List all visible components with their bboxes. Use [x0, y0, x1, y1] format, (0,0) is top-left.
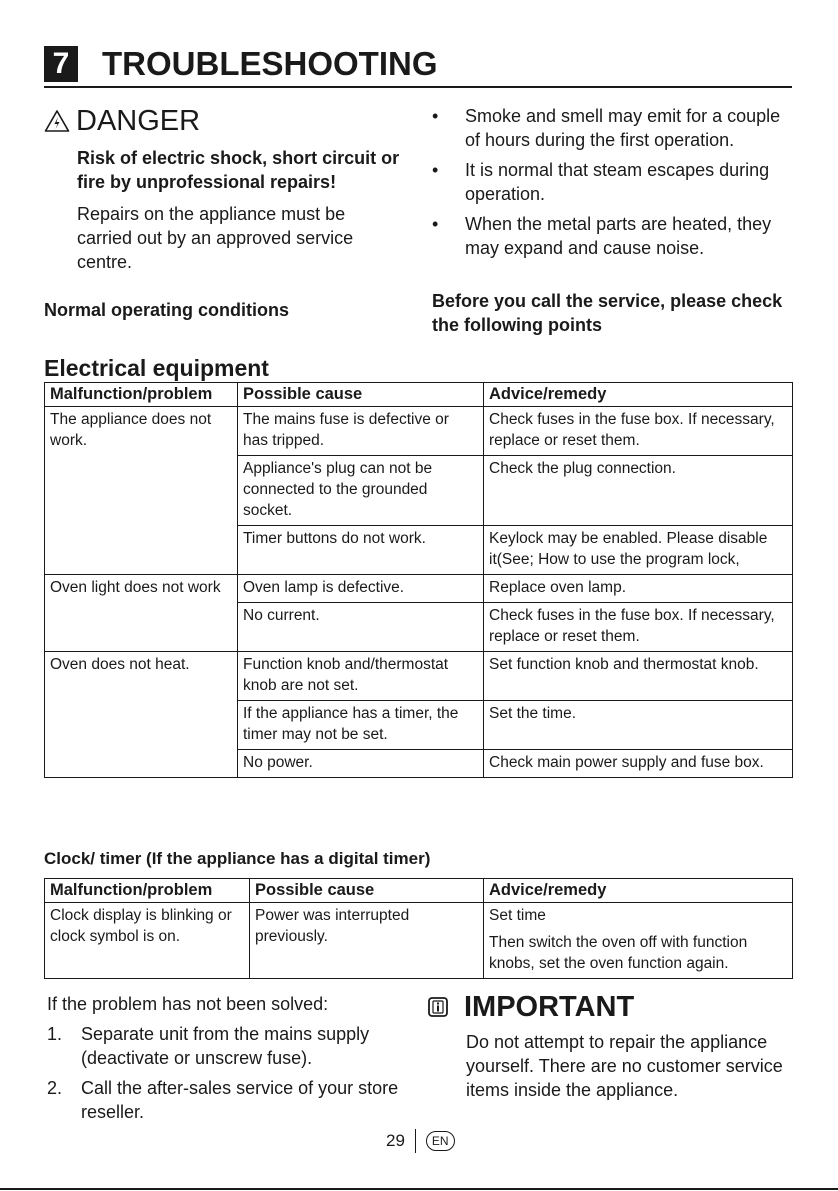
- cause-cell: No power.: [238, 750, 484, 778]
- bottom-rule: [0, 1188, 838, 1190]
- remedy-cell: Set the time.: [484, 701, 793, 750]
- section-heading: [44, 44, 792, 88]
- danger-heading: [44, 104, 404, 138]
- clock-timer-table: [44, 878, 793, 979]
- cause-cell: The mains fuse is defective or has tripped.: [238, 407, 484, 456]
- header-problem: Malfunction/problem: [45, 879, 250, 903]
- info-icon: [428, 997, 448, 1017]
- table-row: [45, 575, 793, 603]
- warning-triangle-icon: [44, 109, 70, 133]
- danger-notice: [44, 104, 404, 274]
- not-solved-intro: If the problem has not been solved:: [47, 994, 329, 1014]
- not-solved-steps: [44, 1022, 404, 1124]
- normal-operating-conditions-heading: Normal operating conditions: [44, 300, 290, 320]
- electrical-equipment-table: [44, 382, 793, 778]
- header-problem: Malfunction/problem: [45, 383, 238, 407]
- section-number: 7: [44, 46, 78, 82]
- list-item: • Smoke and smell may emit for a couple of hours during the first operation.: [432, 106, 781, 150]
- operating-conditions-list: [432, 104, 798, 266]
- table-row: [45, 903, 793, 979]
- cause-cell: Function knob and/thermostat knob are not set.: [238, 652, 484, 701]
- problem-cell: The appliance does not work.: [45, 407, 238, 575]
- problem-cell: Oven light does not work: [45, 575, 238, 652]
- electrical-equipment-title: Electrical equipment: [44, 355, 269, 381]
- page-number: 29: [386, 1131, 405, 1150]
- list-item: • It is normal that steam escapes during operation.: [432, 160, 770, 204]
- cause-cell: Power was interrupted previously.: [250, 903, 484, 979]
- cause-cell: Timer buttons do not work.: [238, 526, 484, 575]
- remedy-cell: [484, 903, 793, 979]
- language-badge: EN: [426, 1131, 455, 1151]
- remedy-cell: Check the plug connection.: [484, 456, 793, 526]
- problem-not-solved-section: [44, 992, 404, 1130]
- list-item: 1. Separate unit from the mains supply (deactivate or unscrew fuse).: [47, 1024, 370, 1068]
- before-service-heading: Before you call the service, please check the following points: [432, 291, 783, 335]
- important-title: IMPORTANT: [464, 991, 635, 1023]
- header-cause: Possible cause: [238, 383, 484, 407]
- footer-divider: [415, 1129, 416, 1153]
- cause-cell: Oven lamp is defective.: [238, 575, 484, 603]
- remedy-cell: Replace oven lamp.: [484, 575, 793, 603]
- cause-cell: No current.: [238, 603, 484, 652]
- list-item: • When the metal parts are heated, they may expand and cause noise.: [432, 214, 772, 258]
- table-header-row: [45, 383, 793, 407]
- important-text: Do not attempt to repair the appliance yourself. There are no customer service items inside the appliance.: [466, 1032, 783, 1100]
- header-remedy: Advice/remedy: [484, 879, 793, 903]
- remedy-cell: Check fuses in the fuse box. If necessary, replace or reset them.: [484, 603, 793, 652]
- danger-warning-text: Risk of electric shock, short circuit or fire by unprofessional repairs!: [77, 148, 400, 192]
- page-footer: [386, 1128, 455, 1154]
- remedy-line: Set time: [489, 907, 546, 924]
- list-item: 2. Call the after-sales service of your store reseller.: [47, 1078, 399, 1122]
- remedy-cell: Keylock may be enabled. Please disable it(See; How to use the program lock,: [484, 526, 793, 575]
- table-row: [45, 652, 793, 701]
- problem-cell: Oven does not heat.: [45, 652, 238, 778]
- cause-cell: Appliance's plug can not be connected to the grounded socket.: [238, 456, 484, 526]
- important-notice: [428, 990, 792, 1102]
- remedy-line: Then switch the oven off with function knobs, set the oven function again.: [489, 934, 748, 972]
- remedy-cell: Check main power supply and fuse box.: [484, 750, 793, 778]
- important-heading: [428, 990, 792, 1024]
- header-cause: Possible cause: [250, 879, 484, 903]
- table-row: [45, 407, 793, 456]
- remedy-cell: Check fuses in the fuse box. If necessary, replace or reset them.: [484, 407, 793, 456]
- clock-timer-title: Clock/ timer (If the appliance has a digital timer): [44, 849, 431, 868]
- problem-cell: Clock display is blinking or clock symbol is on.: [45, 903, 250, 979]
- section-title: TROUBLESHOOTING: [102, 45, 438, 82]
- table-header-row: [45, 879, 793, 903]
- cause-cell: If the appliance has a timer, the timer may not be set.: [238, 701, 484, 750]
- danger-body-text: Repairs on the appliance must be carried out by an approved service centre.: [77, 204, 354, 272]
- remedy-cell: Set function knob and thermostat knob.: [484, 652, 793, 701]
- header-remedy: Advice/remedy: [484, 383, 793, 407]
- danger-title: DANGER: [76, 105, 201, 137]
